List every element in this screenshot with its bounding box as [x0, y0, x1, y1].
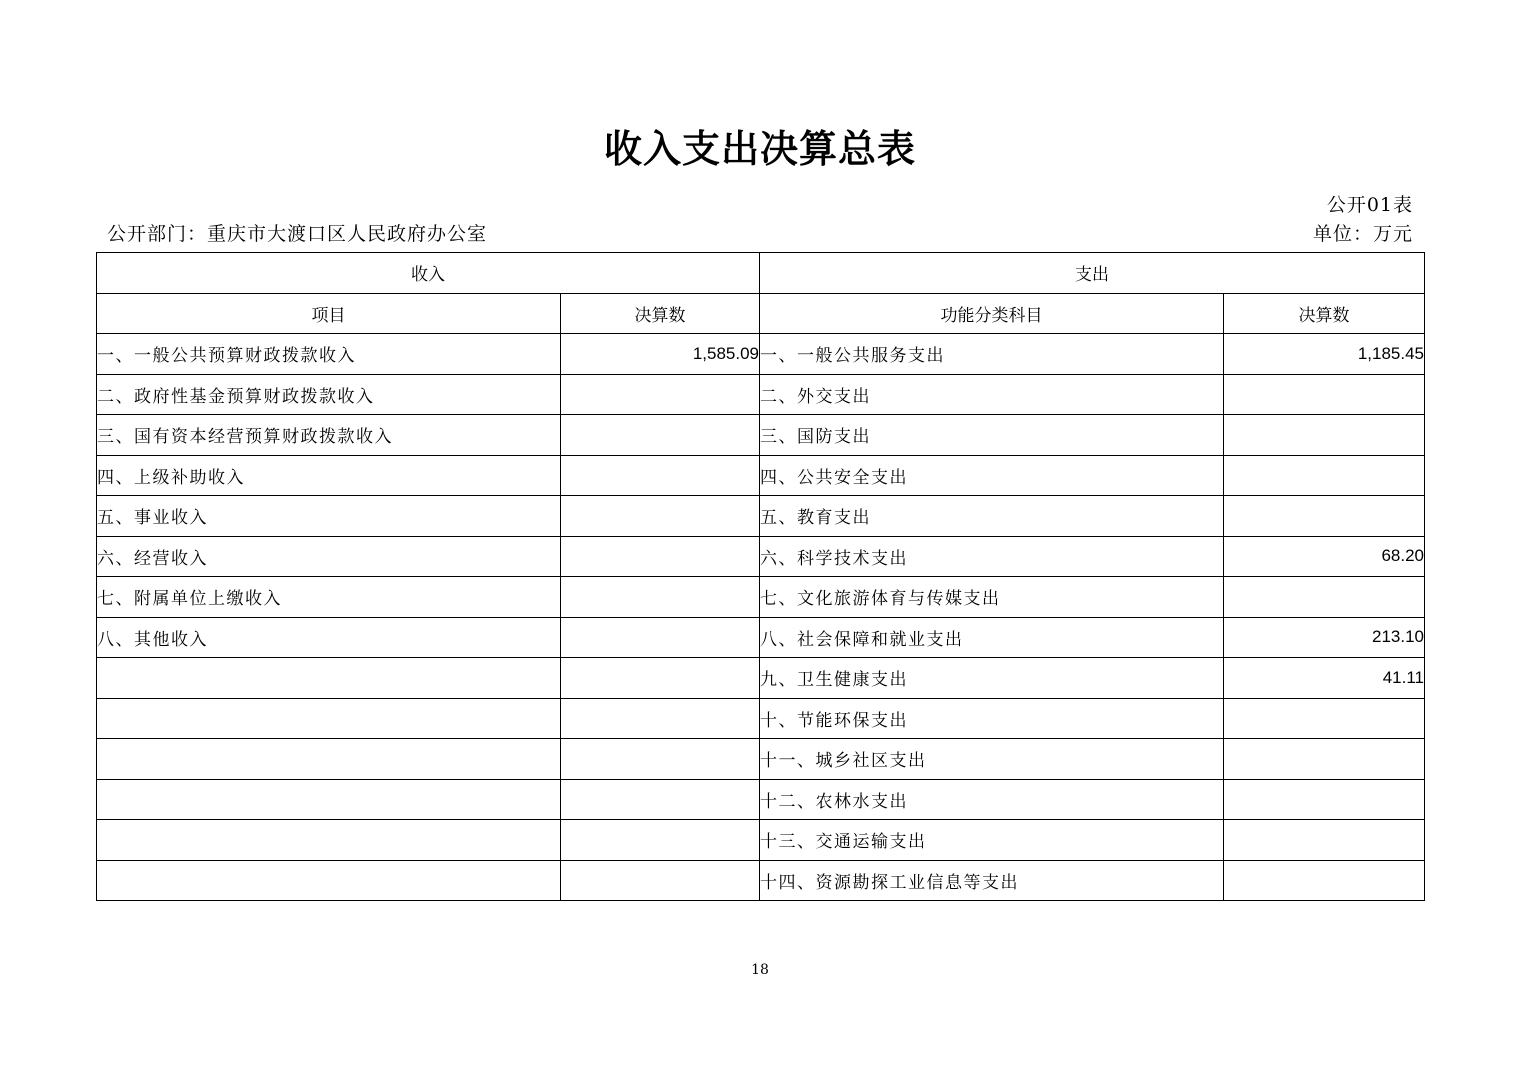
- income-amount-header: 决算数: [561, 293, 760, 334]
- table-row: [97, 739, 1425, 780]
- income-item-cell: 四、上级补助收入: [97, 455, 561, 496]
- expense-item-cell: 九、卫生健康支出: [760, 658, 1224, 699]
- table-row: [97, 334, 1425, 375]
- income-amount-cell: [561, 374, 760, 415]
- income-amount-cell: [561, 658, 760, 699]
- income-item-cell: 六、经营收入: [97, 536, 561, 577]
- expense-item-cell: 三、国防支出: [760, 415, 1224, 456]
- table-row: [97, 496, 1425, 537]
- income-item-cell: [97, 820, 561, 861]
- table-body: [97, 334, 1425, 901]
- income-amount-cell: [561, 496, 760, 537]
- table-row: [97, 698, 1425, 739]
- income-item-cell: 一、一般公共预算财政拨款收入: [97, 334, 561, 375]
- expense-amount-cell: [1224, 779, 1425, 820]
- income-item-cell: 五、事业收入: [97, 496, 561, 537]
- income-item-cell: 八、其他收入: [97, 617, 561, 658]
- summary-table: [96, 252, 1425, 901]
- expense-amount-cell: [1224, 415, 1425, 456]
- table-row: [97, 658, 1425, 699]
- expense-amount-cell: 1,185.45: [1224, 334, 1425, 375]
- expense-amount-cell: [1224, 455, 1425, 496]
- expense-amount-cell: 41.11: [1224, 658, 1425, 699]
- expense-item-cell: 十三、交通运输支出: [760, 820, 1224, 861]
- income-amount-cell: [561, 860, 760, 901]
- income-item-cell: [97, 860, 561, 901]
- unit-label: 单位：万元: [1312, 223, 1413, 245]
- expense-item-cell: 四、公共安全支出: [760, 455, 1224, 496]
- page-title: 收入支出决算总表: [603, 127, 916, 171]
- page-number: 18: [751, 962, 769, 978]
- income-amount-cell: [561, 739, 760, 780]
- table-row: [97, 820, 1425, 861]
- income-item-cell: [97, 739, 561, 780]
- expense-amount-cell: [1224, 860, 1425, 901]
- income-item-cell: [97, 658, 561, 699]
- group-header-row: [97, 253, 1425, 294]
- form-number: 公开01表: [1326, 194, 1413, 216]
- income-amount-cell: [561, 415, 760, 456]
- expense-amount-header: 决算数: [1224, 293, 1425, 334]
- department-label: 公开部门：重庆市大渡口区人民政府办公室: [107, 223, 488, 245]
- income-item-cell: [97, 698, 561, 739]
- expense-item-cell: 七、文化旅游体育与传媒支出: [760, 577, 1224, 618]
- income-item-cell: 二、政府性基金预算财政拨款收入: [97, 374, 561, 415]
- income-group-header: 收入: [97, 253, 760, 294]
- expense-amount-cell: [1224, 698, 1425, 739]
- expense-item-header: 功能分类科目: [760, 293, 1224, 334]
- income-amount-cell: [561, 455, 760, 496]
- table-row: [97, 577, 1425, 618]
- income-item-header: 项目: [97, 293, 561, 334]
- table-row: [97, 455, 1425, 496]
- income-amount-cell: [561, 698, 760, 739]
- income-amount-cell: [561, 617, 760, 658]
- income-amount-cell: [561, 577, 760, 618]
- expense-amount-cell: [1224, 820, 1425, 861]
- expense-amount-cell: [1224, 739, 1425, 780]
- expense-amount-cell: 213.10: [1224, 617, 1425, 658]
- expense-item-cell: 十四、资源勘探工业信息等支出: [760, 860, 1224, 901]
- expense-item-cell: 八、社会保障和就业支出: [760, 617, 1224, 658]
- income-item-cell: 七、附属单位上缴收入: [97, 577, 561, 618]
- income-amount-cell: [561, 820, 760, 861]
- table-row: [97, 536, 1425, 577]
- income-amount-cell: [561, 536, 760, 577]
- expense-item-cell: 五、教育支出: [760, 496, 1224, 537]
- expense-group-header: 支出: [760, 253, 1425, 294]
- expense-item-cell: 十二、农林水支出: [760, 779, 1224, 820]
- column-header-row: [97, 293, 1425, 334]
- table-row: [97, 779, 1425, 820]
- income-amount-cell: 1,585.09: [561, 334, 760, 375]
- table-row: [97, 374, 1425, 415]
- expense-amount-cell: [1224, 496, 1425, 537]
- income-item-cell: 三、国有资本经营预算财政拨款收入: [97, 415, 561, 456]
- expense-amount-cell: 68.20: [1224, 536, 1425, 577]
- income-amount-cell: [561, 779, 760, 820]
- table-row: [97, 415, 1425, 456]
- table-row: [97, 617, 1425, 658]
- expense-amount-cell: [1224, 374, 1425, 415]
- expense-item-cell: 十一、城乡社区支出: [760, 739, 1224, 780]
- expense-item-cell: 六、科学技术支出: [760, 536, 1224, 577]
- expense-item-cell: 二、外交支出: [760, 374, 1224, 415]
- table-row: [97, 860, 1425, 901]
- income-item-cell: [97, 779, 561, 820]
- expense-item-cell: 十、节能环保支出: [760, 698, 1224, 739]
- expense-amount-cell: [1224, 577, 1425, 618]
- expense-item-cell: 一、一般公共服务支出: [760, 334, 1224, 375]
